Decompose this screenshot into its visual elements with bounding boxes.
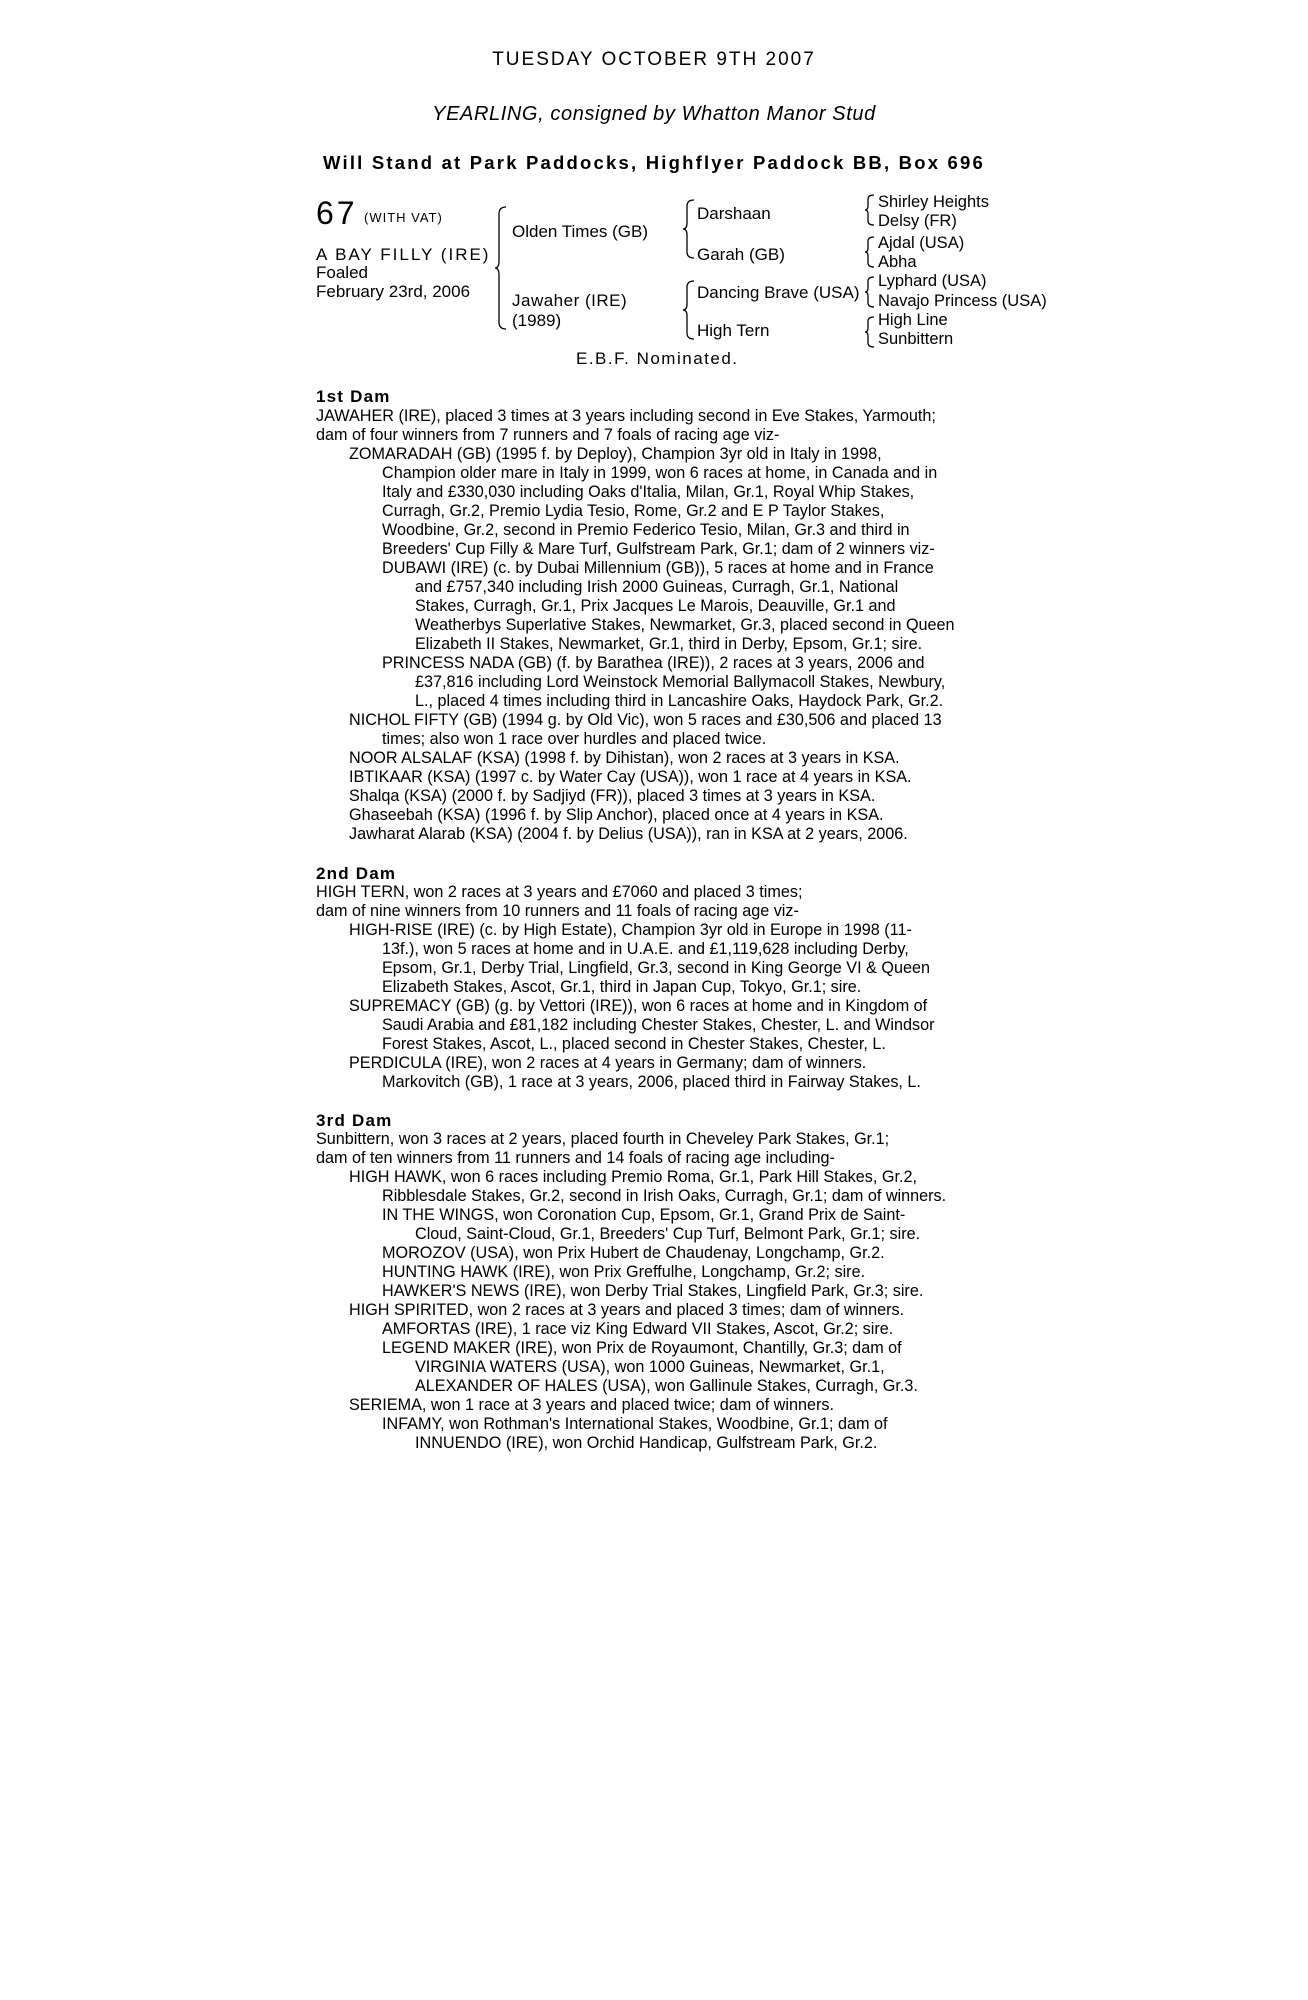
second-dam-line: HIGH TERN, won 2 races at 3 years and £7060 and placed 3 times; — [316, 883, 803, 901]
first-dam-line: £37,816 including Lord Weinstock Memorial Ballymacoll Stakes, Newbury, — [415, 673, 946, 691]
pedigree-brace-sire — [682, 199, 696, 259]
third-dam-line: Cloud, Saint-Cloud, Gr.1, Breeders' Cup Turf, Belmont Park, Gr.1; sire. — [415, 1225, 921, 1243]
pedigree-dam-sire: Dancing Brave (USA) — [697, 283, 860, 302]
pedigree-sire-dam: Garah (GB) — [697, 245, 785, 264]
first-dam-line: Curragh, Gr.2, Premio Lydia Tesio, Rome, Gr.2 and E P Taylor Stakes, — [382, 502, 885, 520]
pedigree-dam-dam: High Tern — [697, 321, 770, 340]
third-dam-line: INNUENDO (IRE), won Orchid Handicap, Gulfstream Park, Gr.2. — [415, 1434, 878, 1452]
pedigree-sire-sire: Darshaan — [697, 204, 771, 223]
third-dam-line: HIGH HAWK, won 6 races including Premio Roma, Gr.1, Park Hill Stakes, Gr.2, — [349, 1168, 917, 1186]
pedigree-brace-gen3-d — [864, 316, 876, 348]
pedigree-dam-year: (1989) — [512, 311, 562, 330]
first-dam-line: Jawharat Alarab (KSA) (2004 f. by Delius (USA)), ran in KSA at 2 years, 2006. — [349, 825, 908, 843]
third-dam-line: HUNTING HAWK (IRE), won Prix Greffulhe, Longchamp, Gr.2; sire. — [382, 1263, 866, 1281]
first-dam-line: DUBAWI (IRE) (c. by Dubai Millennium (GB)), 5 races at home and in France — [382, 559, 934, 577]
second-dam-line: 13f.), won 5 races at home and in U.A.E. and £1,119,628 including Derby, — [382, 940, 909, 958]
second-dam-line: Markovitch (GB), 1 race at 3 years, 2006, placed third in Fairway Stakes, L. — [382, 1073, 921, 1091]
pedigree-brace-gen3-b — [864, 236, 876, 268]
pedigree-ddd: Sunbittern — [878, 330, 954, 348]
pedigree-brace-dam — [682, 280, 696, 340]
third-dam-line: Ribblesdale Stakes, Gr.2, second in Irish Oaks, Curragh, Gr.1; dam of winners. — [382, 1187, 947, 1205]
stand-location: Will Stand at Park Paddocks, Highflyer Paddock BB, Box 696 — [322, 152, 986, 173]
first-dam-line: Shalqa (KSA) (2000 f. by Sadjiyd (FR)), placed 3 times at 3 years in KSA. — [349, 787, 876, 805]
sale-date: TUESDAY OCTOBER 9TH 2007 — [492, 49, 816, 70]
pedigree-sds: Ajdal (USA) — [878, 234, 965, 252]
second-dam-line: Saudi Arabia and £81,182 including Chester Stakes, Chester, L. and Windsor — [382, 1016, 935, 1034]
lot-title: A BAY FILLY (IRE) — [316, 245, 491, 264]
third-dam-line: INFAMY, won Rothman's International Stakes, Woodbine, Gr.1; dam of — [382, 1415, 888, 1433]
first-dam-line: Champion older mare in Italy in 1999, won 6 races at home, in Canada and in — [382, 464, 938, 482]
second-dam-line: HIGH-RISE (IRE) (c. by High Estate), Champion 3yr old in Europe in 1998 (11- — [349, 921, 912, 939]
ebf-note: E.B.F. Nominated. — [576, 349, 739, 368]
first-dam-line: Woodbine, Gr.2, second in Premio Federico Tesio, Milan, Gr.3 and third in — [382, 521, 910, 539]
first-dam-line: times; also won 1 race over hurdles and placed twice. — [382, 730, 767, 748]
first-dam-line: IBTIKAAR (KSA) (1997 c. by Water Cay (USA)), won 1 race at 4 years in KSA. — [349, 768, 912, 786]
pedigree-sss: Shirley Heights — [878, 193, 989, 211]
third-dam-line: MOROZOV (USA), won Prix Hubert de Chaudenay, Longchamp, Gr.2. — [382, 1244, 885, 1262]
consignor-line: YEARLING, consigned by Whatton Manor Stud — [432, 103, 876, 125]
foaled-date: February 23rd, 2006 — [316, 282, 471, 301]
pedigree-dam: Jawaher (IRE) — [512, 291, 628, 310]
first-dam-line: Italy and £330,030 including Oaks d'Italia, Milan, Gr.1, Royal Whip Stakes, — [382, 483, 915, 501]
third-dam-heading: 3rd Dam — [316, 1111, 393, 1130]
pedigree-brace-gen3-a — [864, 194, 876, 226]
first-dam-line: NICHOL FIFTY (GB) (1994 g. by Old Vic), won 5 races and £30,506 and placed 13 — [349, 711, 942, 729]
pedigree-dss: Lyphard (USA) — [878, 272, 987, 290]
first-dam-line: NOOR ALSALAF (KSA) (1998 f. by Dihistan), won 2 races at 3 years in KSA. — [349, 749, 900, 767]
pedigree-dds: High Line — [878, 311, 948, 329]
third-dam-line: HIGH SPIRITED, won 2 races at 3 years and placed 3 times; dam of winners. — [349, 1301, 905, 1319]
first-dam-line: and £757,340 including Irish 2000 Guineas, Curragh, Gr.1, National — [415, 578, 899, 596]
first-dam-line: Breeders' Cup Filly & Mare Turf, Gulfstream Park, Gr.1; dam of 2 winners viz- — [382, 540, 935, 558]
first-dam-line: Elizabeth II Stakes, Newmarket, Gr.1, third in Derby, Epsom, Gr.1; sire. — [415, 635, 923, 653]
pedigree-ssd: Delsy (FR) — [878, 212, 957, 230]
foaled-label: Foaled — [316, 263, 368, 282]
first-dam-line: PRINCESS NADA (GB) (f. by Barathea (IRE)), 2 races at 3 years, 2006 and — [382, 654, 925, 672]
first-dam-line: L., placed 4 times including third in Lancashire Oaks, Haydock Park, Gr.2. — [415, 692, 944, 710]
third-dam-line: HAWKER'S NEWS (IRE), won Derby Trial Stakes, Lingfield Park, Gr.3; sire. — [382, 1282, 924, 1300]
third-dam-line: Sunbittern, won 3 races at 2 years, placed fourth in Cheveley Park Stakes, Gr.1; — [316, 1130, 890, 1148]
second-dam-line: Forest Stakes, Ascot, L., placed second in Chester Stakes, Chester, L. — [382, 1035, 886, 1053]
third-dam-line: VIRGINIA WATERS (USA), won 1000 Guineas, Newmarket, Gr.1, — [415, 1358, 885, 1376]
third-dam-line: AMFORTAS (IRE), 1 race viz King Edward VII Stakes, Ascot, Gr.2; sire. — [382, 1320, 894, 1338]
first-dam-heading: 1st Dam — [316, 387, 391, 406]
third-dam-line: LEGEND MAKER (IRE), won Prix de Royaumont, Chantilly, Gr.3; dam of — [382, 1339, 902, 1357]
first-dam-line: ZOMARADAH (GB) (1995 f. by Deploy), Champion 3yr old in Italy in 1998, — [349, 445, 882, 463]
second-dam-line: PERDICULA (IRE), won 2 races at 4 years in Germany; dam of winners. — [349, 1054, 867, 1072]
pedigree-brace-gen3-c — [864, 276, 876, 308]
first-dam-line: Ghaseebah (KSA) (1996 f. by Slip Anchor), placed once at 4 years in KSA. — [349, 806, 884, 824]
third-dam-line: ALEXANDER OF HALES (USA), won Gallinule Stakes, Curragh, Gr.3. — [415, 1377, 918, 1395]
third-dam-line: IN THE WINGS, won Coronation Cup, Epsom, Gr.1, Grand Prix de Saint- — [382, 1206, 906, 1224]
second-dam-line: Elizabeth Stakes, Ascot, Gr.1, third in Japan Cup, Tokyo, Gr.1; sire. — [382, 978, 862, 996]
second-dam-line: dam of nine winners from 10 runners and 11 foals of racing age viz- — [316, 902, 799, 920]
second-dam-line: SUPREMACY (GB) (g. by Vettori (IRE)), won 6 races at home and in Kingdom of — [349, 997, 928, 1015]
pedigree-brace-gen1 — [494, 206, 508, 330]
pedigree-sdd: Abha — [878, 253, 917, 271]
second-dam-line: Epsom, Gr.1, Derby Trial, Lingfield, Gr.3, second in King George VI & Queen — [382, 959, 930, 977]
third-dam-line: dam of ten winners from 11 runners and 14 foals of racing age including- — [316, 1149, 835, 1167]
first-dam-line: Weatherbys Superlative Stakes, Newmarket, Gr.3, placed second in Queen — [415, 616, 955, 634]
first-dam-line: Stakes, Curragh, Gr.1, Prix Jacques Le Marois, Deauville, Gr.1 and — [415, 597, 896, 615]
pedigree-sire: Olden Times (GB) — [512, 222, 649, 241]
pedigree-dsd: Navajo Princess (USA) — [878, 292, 1047, 310]
third-dam-line: SERIEMA, won 1 race at 3 years and placed twice; dam of winners. — [349, 1396, 834, 1414]
lot-number: 67 — [316, 195, 358, 231]
vat-note: (WITH VAT) — [364, 210, 443, 225]
second-dam-heading: 2nd Dam — [316, 864, 397, 883]
first-dam-line: JAWAHER (IRE), placed 3 times at 3 years including second in Eve Stakes, Yarmouth; — [316, 407, 936, 425]
first-dam-line: dam of four winners from 7 runners and 7 foals of racing age viz- — [316, 426, 780, 444]
